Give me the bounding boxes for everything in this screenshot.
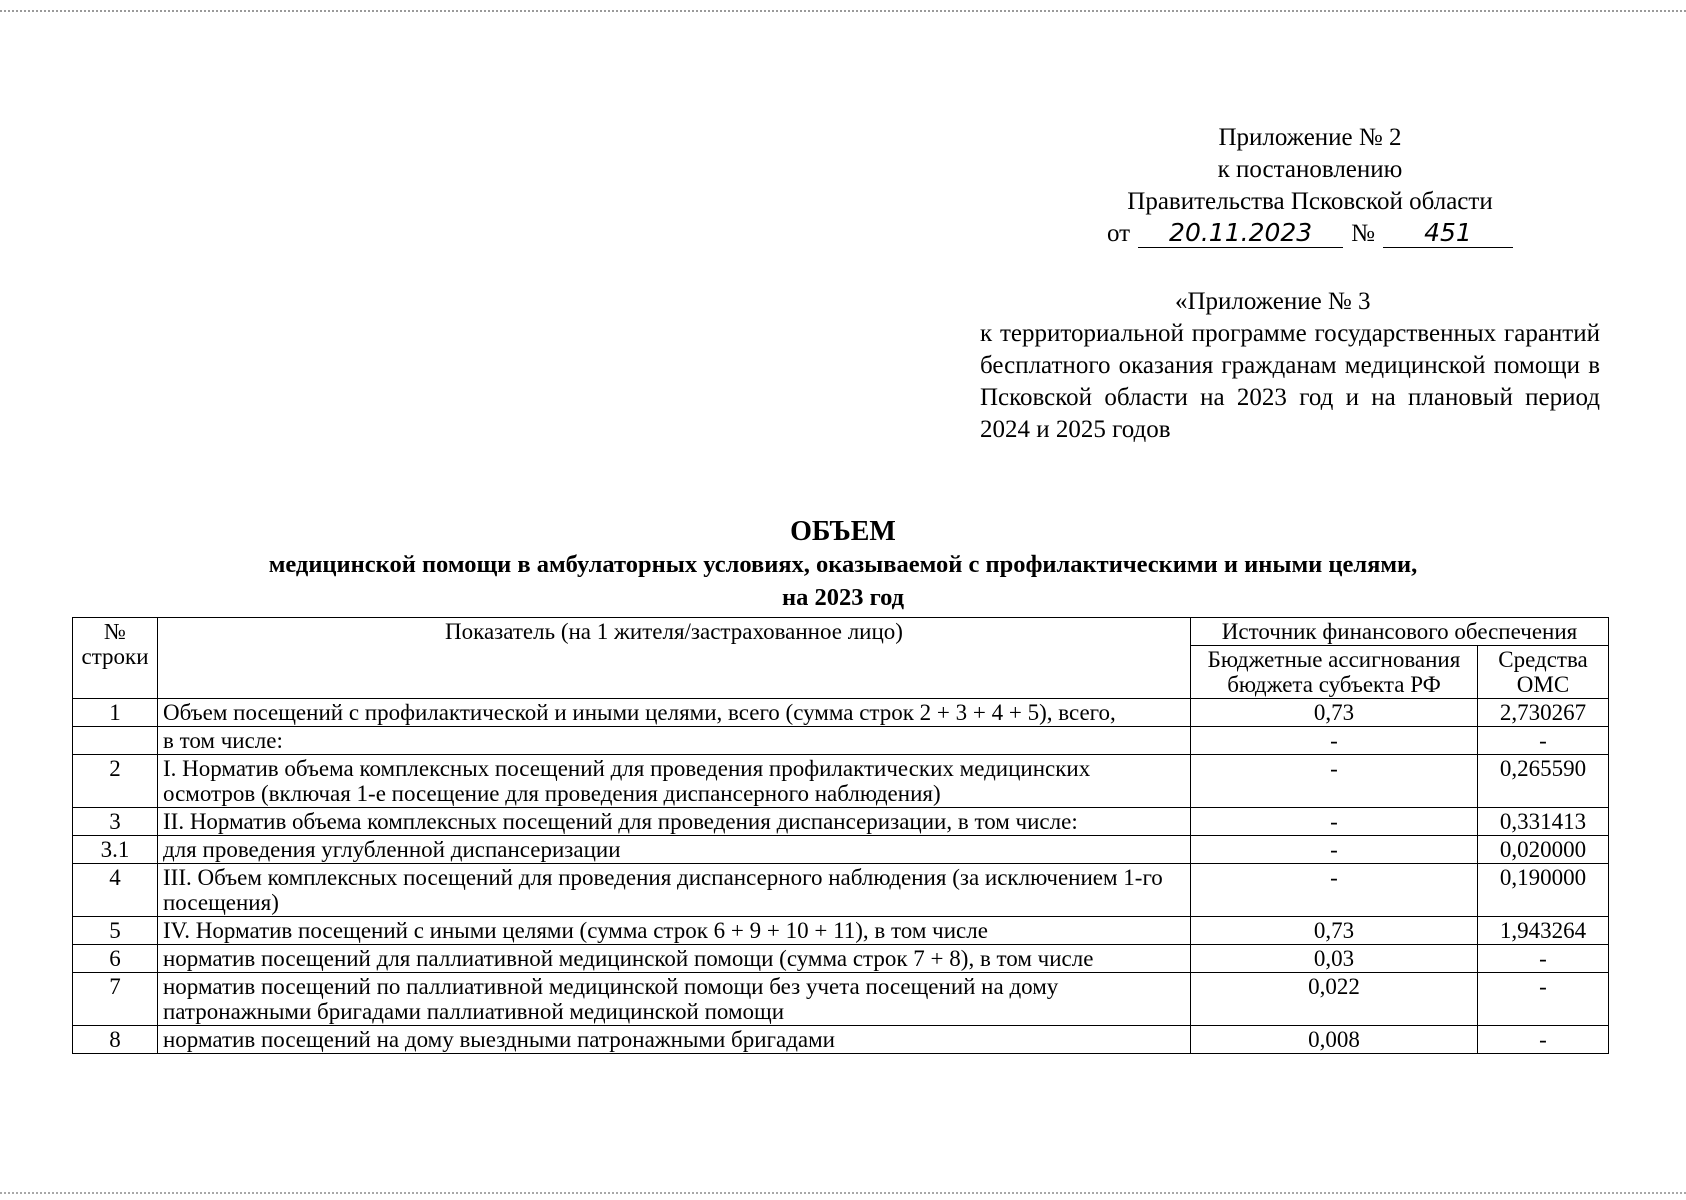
row-number-cell: 8	[73, 1026, 158, 1054]
indicator-cell: Объем посещений с профилактической и иными целями, всего (сумма строк 2 + 3 + 4 + 5), всего,	[158, 699, 1191, 727]
budget-value-cell: -	[1191, 836, 1478, 864]
budget-value-cell: -	[1191, 755, 1478, 808]
indicator-cell: I. Норматив объема комплексных посещений для проведения профилактических медицинских осмотров (включая 1-е посещение для проведения диспансерного наблюдения)	[158, 755, 1191, 808]
row-number-cell: 2	[73, 755, 158, 808]
budget-value-cell: 0,73	[1191, 699, 1478, 727]
appendix-decree: к постановлению	[1217, 156, 1403, 183]
row-number-cell: 3.1	[73, 836, 158, 864]
header-row-number: № строки	[73, 618, 158, 699]
header-budget: Бюджетные ассигнования бюджета субъекта РФ	[1191, 646, 1478, 699]
appendix-block	[1080, 122, 1540, 250]
appendix-title: Приложение № 2	[1218, 124, 1402, 151]
budget-value-cell: 0,03	[1191, 945, 1478, 973]
row-number-cell: 3	[73, 808, 158, 836]
row-number-cell: 1	[73, 699, 158, 727]
scan-edge-bottom	[0, 1192, 1686, 1194]
header-indicator: Показатель (на 1 жителя/застрахованное лицо)	[158, 618, 1191, 699]
table-row	[73, 917, 1609, 945]
table-row	[73, 808, 1609, 836]
indicator-cell: в том числе:	[158, 727, 1191, 755]
table-row	[73, 945, 1609, 973]
indicator-cell: IV. Норматив посещений с иными целями (сумма строк 6 + 9 + 10 + 11), в том числе	[158, 917, 1191, 945]
header-oms: Средства ОМС	[1478, 646, 1609, 699]
oms-value-cell: 2,730267	[1478, 699, 1609, 727]
date-prefix: от	[1107, 220, 1131, 247]
appendix-government: Правительства Псковской области	[1127, 188, 1493, 215]
table-row	[73, 727, 1609, 755]
header-funding-source: Источник финансового обеспечения	[1191, 618, 1609, 646]
budget-value-cell: -	[1191, 864, 1478, 917]
budget-value-cell: -	[1191, 808, 1478, 836]
oms-value-cell: 1,943264	[1478, 917, 1609, 945]
program-heading: «Приложение № 3	[1175, 288, 1371, 315]
indicator-cell: норматив посещений для паллиативной медицинской помощи (сумма строк 7 + 8), в том числе	[158, 945, 1191, 973]
volume-table	[72, 617, 1609, 1054]
budget-value-cell: 0,008	[1191, 1026, 1478, 1054]
handwritten-number: 451	[1383, 219, 1513, 248]
indicator-cell: норматив посещений на дому выездными патронажными бригадами	[158, 1026, 1191, 1054]
table-row	[73, 973, 1609, 1026]
row-number-cell: 7	[73, 973, 158, 1026]
table-row	[73, 699, 1609, 727]
title-main: ОБЪЕМ	[790, 516, 896, 547]
oms-value-cell: 0,265590	[1478, 755, 1609, 808]
scan-edge-top	[0, 10, 1686, 12]
table-row	[73, 1026, 1609, 1054]
indicator-cell: III. Объем комплексных посещений для проведения диспансерного наблюдения (за исключением 1-го посещения)	[158, 864, 1191, 917]
oms-value-cell: -	[1478, 945, 1609, 973]
oms-value-cell: -	[1478, 727, 1609, 755]
document-title	[0, 516, 1686, 614]
row-number-cell	[73, 727, 158, 755]
indicator-cell: II. Норматив объема комплексных посещений для проведения диспансеризации, в том числе:	[158, 808, 1191, 836]
budget-value-cell: 0,73	[1191, 917, 1478, 945]
oms-value-cell: 0,331413	[1478, 808, 1609, 836]
oms-value-cell: 0,190000	[1478, 864, 1609, 917]
table-row	[73, 864, 1609, 917]
oms-value-cell: 0,020000	[1478, 836, 1609, 864]
table-body	[73, 699, 1609, 1054]
indicator-cell: норматив посещений по паллиативной медицинской помощи без учета посещений на дому патронажными бригадами паллиативной медицинской помощи	[158, 973, 1191, 1026]
title-year: на 2023 год	[781, 584, 905, 611]
table-header	[73, 618, 1609, 699]
number-prefix: №	[1351, 220, 1375, 247]
table-row	[73, 836, 1609, 864]
header-row	[73, 618, 1609, 646]
indicator-cell: для проведения углубленной диспансеризации	[158, 836, 1191, 864]
appendix-date-line	[1080, 218, 1540, 250]
table-row	[73, 755, 1609, 808]
program-reference	[980, 286, 1600, 446]
title-subtitle: медицинской помощи в амбулаторных условиях, оказываемой с профилактическими и иными целями,	[268, 551, 1418, 578]
program-text: к территориальной программе государственных гарантий бесплатного оказания гражданам медицинской помощи в Псковской области на 2023 год и на плановый период 2024 и 2025 годов	[980, 320, 1600, 443]
oms-value-cell: -	[1478, 973, 1609, 1026]
oms-value-cell: -	[1478, 1026, 1609, 1054]
handwritten-date: 20.11.2023	[1138, 219, 1343, 248]
row-number-cell: 4	[73, 864, 158, 917]
budget-value-cell: -	[1191, 727, 1478, 755]
row-number-cell: 5	[73, 917, 158, 945]
row-number-cell: 6	[73, 945, 158, 973]
budget-value-cell: 0,022	[1191, 973, 1478, 1026]
